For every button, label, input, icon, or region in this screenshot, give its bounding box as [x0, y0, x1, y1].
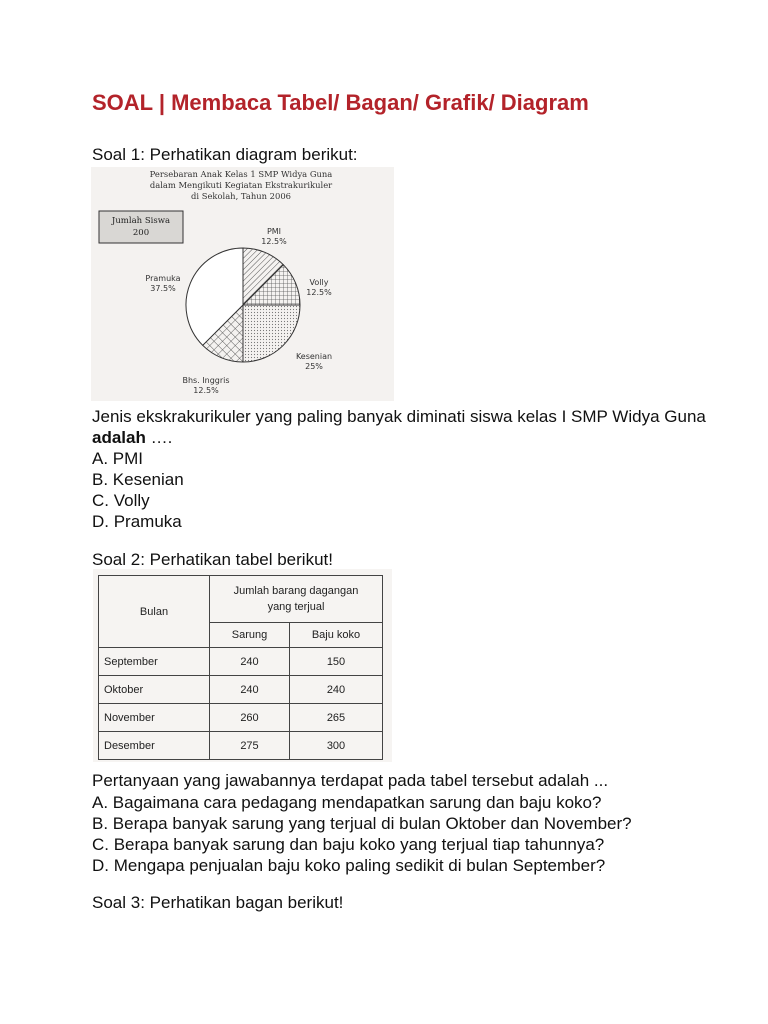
- question-2-option-b: B. Berapa banyak sarung yang terjual di bulan Oktober dan November?: [92, 814, 632, 833]
- question-2-option-a: A. Bagaimana cara pedagang mendapatkan sarung dan baju koko?: [92, 793, 602, 812]
- question-1-text: [92, 406, 712, 448]
- total-students-value: 200: [132, 228, 150, 238]
- slice-label-bhs-inggris: Bhs. Inggris: [182, 376, 230, 385]
- slice-label-kesenian: Kesenian: [295, 352, 333, 361]
- header-sarung: Sarung: [210, 623, 290, 648]
- table-row: [99, 732, 383, 760]
- cell-baju: 265: [290, 704, 383, 732]
- cell-month: September: [99, 648, 210, 676]
- header-baju-koko: Baju koko: [290, 623, 383, 648]
- cell-baju: 240: [290, 676, 383, 704]
- question-1-option-d: D. Pramuka: [92, 512, 182, 531]
- table-row: [99, 648, 383, 676]
- slice-value-volly: 12.5%: [306, 288, 332, 297]
- pie-slice-kesenian: [243, 305, 300, 362]
- question-1-text-start: Jenis ekskrakurikuler yang paling banyak diminati siswa kelas I SMP Widya Guna: [92, 407, 706, 426]
- question-2-option-d: D. Mengapa penjualan baju koko paling sedikit di bulan September?: [92, 856, 606, 875]
- table-row: [99, 676, 383, 704]
- sales-table-figure: [93, 569, 392, 762]
- table-header-row: [99, 576, 383, 623]
- question-1-option-b: B. Kesenian: [92, 470, 184, 489]
- slice-value-kesenian: 25%: [305, 362, 323, 371]
- header-bulan: Bulan: [99, 576, 210, 648]
- caption-line-2: dalam Mengikuti Kegiatan Ekstrakurikuler: [149, 180, 333, 190]
- cell-sarung: 260: [210, 704, 290, 732]
- table-row: [99, 704, 383, 732]
- slice-label-pramuka: Pramuka: [145, 274, 181, 283]
- question-1-text-bold: adalah: [92, 428, 146, 447]
- question-2-prompt: Soal 2: Perhatikan tabel berikut!: [92, 550, 333, 569]
- pie-chart-svg: [91, 167, 394, 401]
- question-1-option-a: A. PMI: [92, 449, 144, 468]
- pie-chart-figure: [91, 167, 394, 401]
- cell-sarung: 275: [210, 732, 290, 760]
- cell-month: Desember: [99, 732, 210, 760]
- question-1-options: [92, 448, 184, 532]
- caption-line-1: Persebaran Anak Kelas 1 SMP Widya Guna: [149, 169, 333, 179]
- total-students-label: Jumlah Siswa: [111, 216, 171, 226]
- question-2-text: Pertanyaan yang jawabannya terdapat pada tabel tersebut adalah ...: [92, 771, 609, 790]
- cell-month: Oktober: [99, 676, 210, 704]
- question-2-option-c: C. Berapa banyak sarung dan baju koko yang terjual tiap tahunnya?: [92, 835, 605, 854]
- slice-value-bhs-inggris: 12.5%: [193, 386, 219, 395]
- cell-baju: 150: [290, 648, 383, 676]
- question-1-text-end: ….: [145, 428, 173, 447]
- question-3-prompt: Soal 3: Perhatikan bagan berikut!: [92, 893, 344, 912]
- caption-line-3: di Sekolah, Tahun 2006: [191, 191, 291, 201]
- pie-slices: [186, 248, 300, 362]
- cell-sarung: 240: [210, 676, 290, 704]
- sales-table: [98, 575, 383, 760]
- page-title: SOAL | Membaca Tabel/ Bagan/ Grafik/ Diagram: [92, 90, 589, 115]
- question-2-options: [92, 792, 632, 876]
- cell-baju: 300: [290, 732, 383, 760]
- question-1-prompt: Soal 1: Perhatikan diagram berikut:: [92, 145, 358, 164]
- header-group: Jumlah barang dagangan yang terjual: [210, 576, 383, 623]
- slice-value-pramuka: 37.5%: [150, 284, 176, 293]
- cell-month: November: [99, 704, 210, 732]
- slice-value-pmi: 12.5%: [261, 237, 287, 246]
- cell-sarung: 240: [210, 648, 290, 676]
- slice-label-pmi: PMI: [266, 227, 282, 236]
- slice-label-volly: Volly: [309, 278, 329, 287]
- question-1-option-c: C. Volly: [92, 491, 150, 510]
